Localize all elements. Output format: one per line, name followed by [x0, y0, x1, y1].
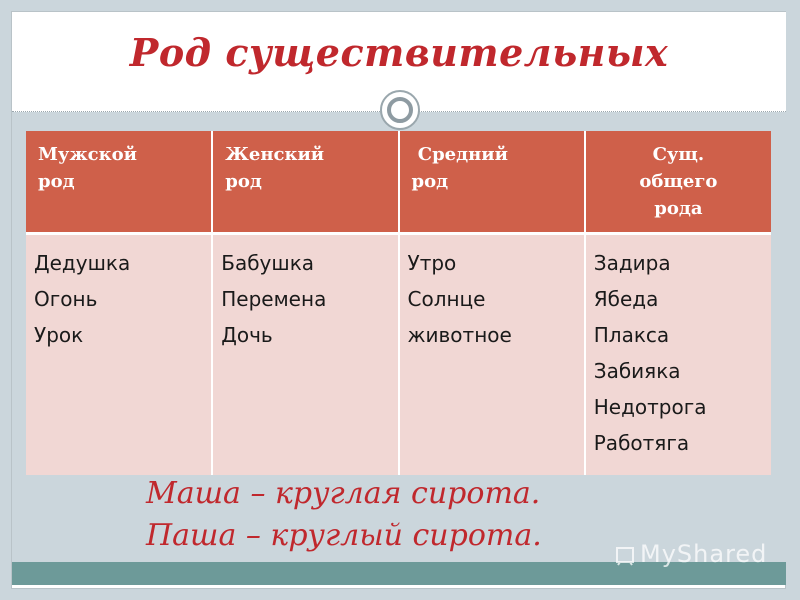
- slide-title: Род существительных: [129, 30, 669, 75]
- header-word: род: [225, 171, 262, 192]
- header-word: род: [38, 171, 75, 192]
- header-word: Средний: [411, 144, 509, 165]
- example-phrases: [146, 473, 542, 557]
- watermark: [614, 540, 774, 570]
- ring-ornament-icon: [380, 90, 420, 130]
- table-body-row: [26, 234, 771, 476]
- noun: Перемена: [221, 287, 327, 311]
- watermark-text: MyShared: [640, 540, 768, 568]
- noun: животное: [407, 323, 512, 347]
- gender-table: [26, 131, 771, 475]
- table-header-row: [26, 131, 771, 234]
- noun: Работяга: [593, 431, 690, 455]
- noun: Солнце: [407, 287, 486, 311]
- cell-common-words: [585, 234, 771, 476]
- phrase-2: Паша – круглый сирота.: [146, 518, 542, 553]
- noun: Плакса: [593, 323, 670, 347]
- noun: Задира: [593, 251, 671, 275]
- watermark-logo-icon: [614, 544, 636, 566]
- header-word: рода: [654, 198, 703, 219]
- header-common: [585, 131, 771, 234]
- noun: Дедушка: [34, 251, 131, 275]
- noun: Утро: [407, 251, 457, 275]
- phrase-1: Маша – круглая сирота.: [146, 476, 541, 511]
- noun: Ябеда: [593, 287, 659, 311]
- cell-feminine-words: [212, 234, 398, 476]
- header-feminine: [212, 131, 398, 234]
- header-neuter: [399, 131, 585, 234]
- header-word: Мужской: [38, 144, 137, 165]
- noun: Недотрога: [593, 395, 707, 419]
- header-word: Сущ.: [652, 144, 705, 165]
- noun: Дочь: [221, 323, 273, 347]
- noun: Бабушка: [221, 251, 315, 275]
- header-word: общего: [639, 171, 718, 192]
- noun: Забияка: [593, 359, 681, 383]
- noun: Урок: [34, 323, 84, 347]
- header-word: род: [411, 171, 449, 192]
- cell-masculine-words: [26, 234, 212, 476]
- header-masculine: [26, 131, 212, 234]
- noun: Огонь: [34, 287, 98, 311]
- cell-neuter-words: [399, 234, 585, 476]
- header-word: Женский: [225, 144, 325, 165]
